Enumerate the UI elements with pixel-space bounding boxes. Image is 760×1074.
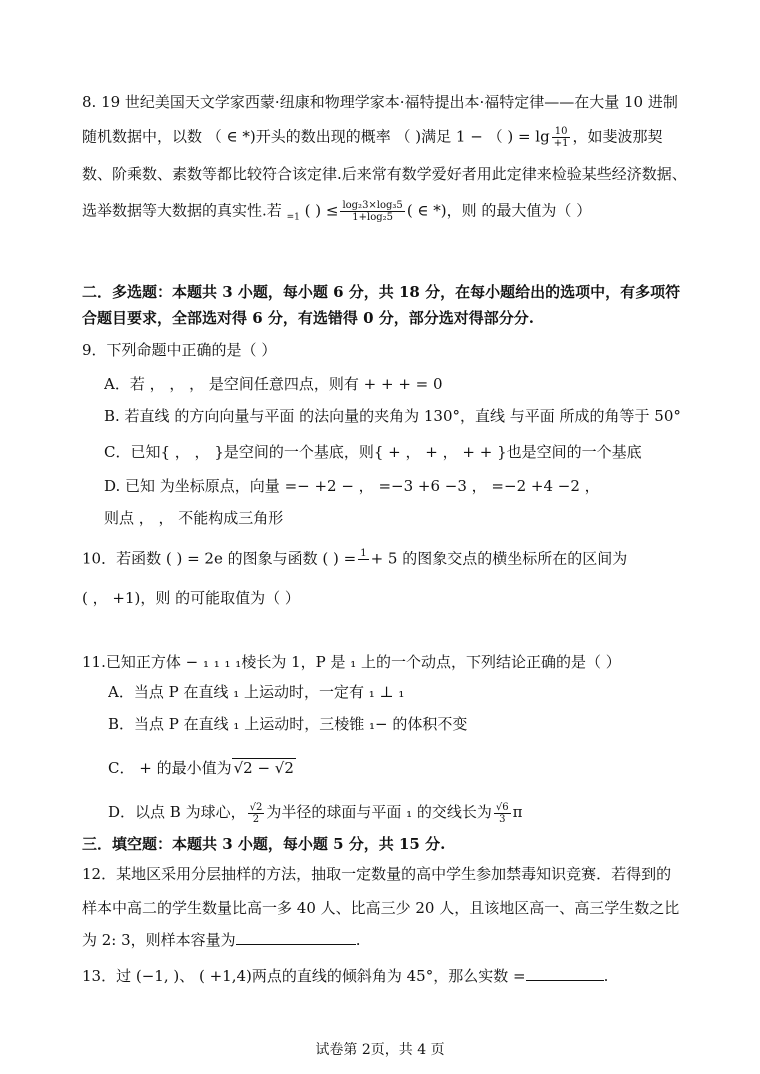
q9-option-d-cont: 则点 ， ， 不能构成三角形 [104, 509, 284, 527]
q11-option-c-text: C． + 的最小值为 [108, 759, 232, 777]
q11-stem: 11.已知正方体 − ₁ ₁ ₁ ₁棱长为 1，P 是 ₁ 上的一个动点，下列结论正确的是（ ） [82, 653, 621, 671]
q11-pi: π [512, 803, 523, 821]
q13-line1 [82, 966, 760, 986]
q11-radius-fraction: $\frac{√2}{2}$ [249, 801, 263, 824]
q10-fraction: 1 [360, 548, 367, 559]
q8-fraction: $\frac{10}{+1}$ [553, 126, 569, 149]
q11-sqrt-expression: √2 − √2 [233, 759, 294, 777]
section3-heading: 三．填空题：本题共 3 小题，每小题 5 分，共 15 分. [82, 835, 446, 853]
q9-option-b[interactable]: B. 若直线 的方向向量与平面 的法向量的夹角为 130°，直线 与平面 所成的角等于 50° [104, 407, 681, 425]
q8-line2-tail: ，如斐波那契 [572, 127, 663, 146]
q9-option-d[interactable]: D. 已知 为坐标原点，向量 =− +2 − ， =−3 +6 −3 ， =−2 +4 −2 ， [104, 477, 600, 495]
q12-line2: 样本中高二的学生数量比高一多 40 人、比高三少 20 人，且该地区高一、高三学生数之比 [82, 899, 680, 917]
q12-answer-blank[interactable] [236, 930, 356, 945]
q8-ineq: ( ) ≤ [304, 201, 339, 220]
q10-line2: ( ， +1)，则 的可能取值为（ ） [82, 589, 300, 607]
q8-line2 [82, 126, 760, 149]
q8-line1: 8. 19 世纪美国天文学家西蒙·纽康和物理学家本·福特提出本·福特定律——在大量 10 进制 [82, 93, 678, 111]
q11-option-b[interactable]: B．当点 P 在直线 ₁ 上运动时，三棱锥 ₁− 的体积不变 [108, 715, 468, 733]
section2-heading-line1: 二．多选题：本题共 3 小题，每小题 6 分，共 18 分，在每小题给出的选项中，有多项符 [82, 283, 681, 301]
q13-period: . [603, 967, 609, 985]
q8-log-fraction: $\frac{\text{log₂3×log₃5}}{\text{1+log₂5}}$ [342, 200, 403, 223]
q12-period: . [355, 931, 361, 949]
q11-option-d-text: D．以点 B 为球心， [108, 803, 246, 821]
page-footer: 试卷第 2页，共 4 页 [315, 1042, 445, 1058]
q9-stem: 9．下列命题中正确的是（ ） [82, 341, 277, 359]
q13-text: 13．过 (−1, )、 ( +1,4)两点的直线的倾斜角为 45°，那么实数 = [82, 967, 526, 985]
q8-sum-index: =1 [286, 212, 300, 223]
q9-option-a[interactable]: A．若 ， ， ， 是空间任意四点，则有 + + + = 0 [104, 375, 443, 393]
q8-line2-text: 随机数据中，以数 （ ∈ *)开头的数出现的概率 （ )满足 1 − （ ) = lg [82, 127, 550, 146]
q11-option-d-mid: 为半径的球面与平面 ₁ 的交线长为 [266, 803, 492, 821]
q8-line4 [82, 200, 760, 228]
q8-line3: 数、阶乘数、素数等都比较符合该定律.后来常有数学爱好者用此定律来检验某些经济数据、 [82, 165, 687, 183]
q11-option-c[interactable] [108, 758, 760, 778]
q10-line1-text: 10．若函数 ( ) = 2e 的图象与函数 ( ) = [82, 549, 357, 568]
q12-line3 [82, 930, 760, 950]
q8-line4-tail: ( ∈ *)，则 的最大值为（ ） [406, 201, 592, 220]
section2-heading-line2: 合题目要求，全部选对得 6 分，有选错得 0 分，部分选对得部分分. [82, 309, 534, 327]
q13-answer-blank[interactable] [526, 966, 604, 981]
q10-line1-tail: + 5 的图象交点的横坐标所在的区间为 [370, 549, 628, 568]
q8-line4-text: 选举数据等大数据的真实性.若 [82, 201, 282, 220]
q10-line1 [82, 548, 760, 571]
q12-line1: 12．某地区采用分层抽样的方法，抽取一定数量的高中学生参加禁毒知识竞赛．若得到的 [82, 865, 672, 883]
q9-option-c[interactable]: C．已知{ ， ， }是空间的一个基底，则{ + ， + ， + + }也是空间的一个基底 [104, 443, 642, 461]
q11-option-a[interactable]: A．当点 P 在直线 ₁ 上运动时，一定有 ₁ ⊥ ₁ [108, 683, 405, 701]
q12-line3-text: 为 2: 3，则样本容量为 [82, 931, 236, 949]
q11-length-fraction: $\frac{√6}{3}$ [495, 801, 509, 824]
q11-option-d[interactable] [108, 800, 760, 824]
